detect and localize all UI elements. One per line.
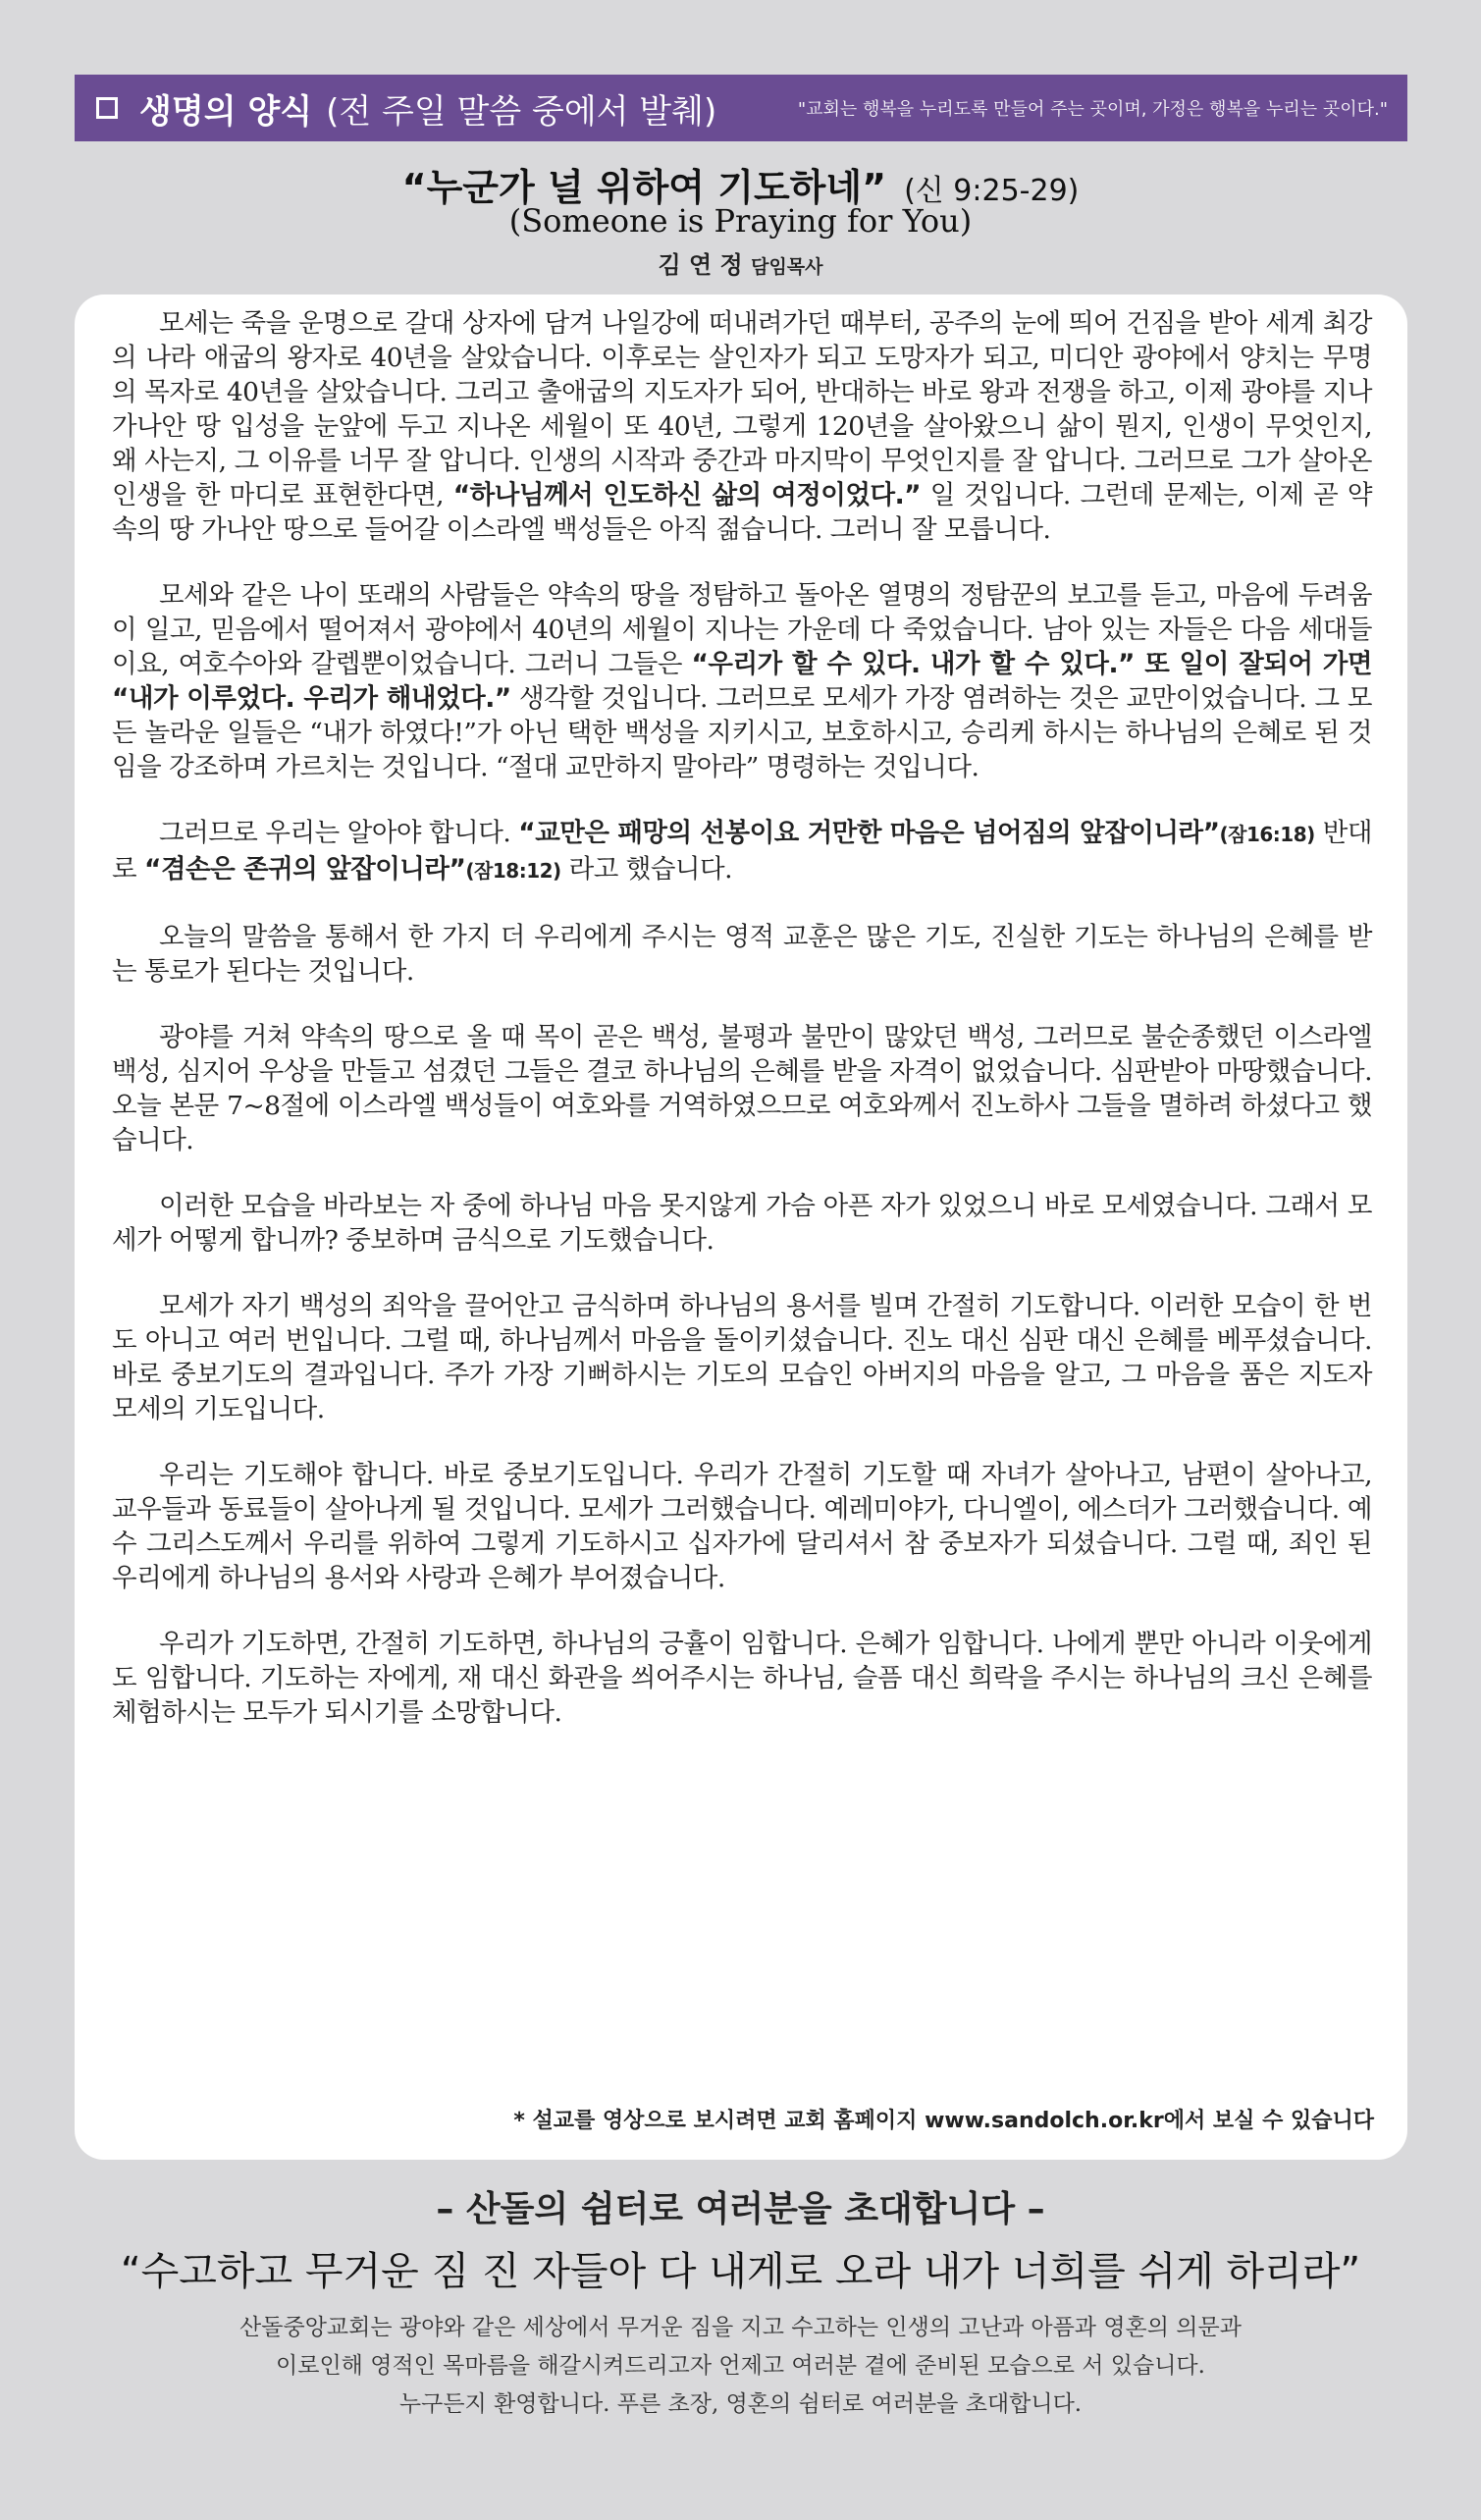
emphasis-text: “겸손은 존귀의 앞잡이니라”	[144, 854, 466, 885]
church-motto: "교회는 행복을 누리도록 만들어 주는 곳이며, 가정은 행복을 누리는 곳이다."	[797, 99, 1388, 120]
invitation-heading: – 산돌의 쉼터로 여러분을 초대합니다 –	[436, 2189, 1045, 2229]
checkbox-square-icon	[96, 97, 118, 119]
sermon-english-title: (Someone is Praying for You)	[508, 202, 973, 240]
paragraph-text: 라고 했습니다.	[560, 854, 733, 885]
section-header-bar	[75, 75, 1407, 141]
paragraph-1	[112, 306, 1372, 547]
section-title: 생명의 양식	[139, 91, 313, 132]
invitation-verse: “수고하고 무거운 짐 진 자들아 다 내게로 오라 내가 너희를 쉬게 하리라”	[120, 2249, 1361, 2294]
emphasis-text: “우리가 할 수 있다. 내가 할 수 있다.” 또 일이 잘되어 가면 “내가 이루었다. 우리가 해내었다.”	[112, 649, 1373, 714]
paragraph-9: 우리가 기도하면, 간절히 기도하면, 하나님의 긍휼이 임합니다. 은혜가 임합니다. 나에게 뿐만 아니라 이웃에게도 임합니다. 기도하는 자에게, 재 대신 화관을 씌어주시는 하나님, 슬픔 대신 희락을 주시는 하나님의 크신 은혜를 체험하시는 모두가 되시기를 소망합니다.	[112, 1629, 1372, 1728]
paragraph-text: 그러므로 우리는 알아야 합니다.	[159, 818, 519, 848]
sermon-title: “누군가 널 위하여 기도하네”	[401, 166, 887, 209]
section-subtitle: (전 주일 말씀 중에서 발췌)	[326, 91, 717, 132]
video-footnote: * 설교를 영상으로 보시려면 교회 홈페이지 www.sandolch.or.kr에서 보실 수 있습니다	[513, 2109, 1374, 2133]
paragraph-2	[112, 578, 1372, 784]
scripture-reference: (신 9:25-29)	[904, 174, 1080, 208]
paragraph-7: 모세가 자기 백성의 죄악을 끌어안고 금식하며 하나님의 용서를 빌며 간절히 기도합니다. 이러한 모습이 한 번도 아니고 여러 번입니다. 그럴 때, 하나님께서 마음을 돌이키셨습니다. 진노 대신 심판 대신 은혜를 베푸셨습니다. 바로 중보기도의 결과입니다. 주가 가장 기뻐하시는 기도의 모습인 아버지의 마음을 알고, 그 마음을 품은 지도자 모세의 기도입니다.	[112, 1291, 1372, 1424]
emphasis-text: “하나님께서 인도하신 삶의 여정이었다.”	[452, 480, 922, 510]
paragraph-5: 광야를 거쳐 약속의 땅으로 올 때 목이 곧은 백성, 불평과 불만이 많았던 백성, 그러므로 불순종했던 이스라엘 백성, 심지어 우상을 만들고 섬겼던 그들은 결코 하나님의 은혜를 받을 자격이 없었습니다. 심판받아 마땅했습니다. 오늘 본문 7~8절에 이스라엘 백성들이 여호와를 거역하였으므로 여호와께서 진노하사 그들을 멸하려 하셨다고 했습니다.	[112, 1022, 1372, 1155]
paragraph-text: 일 것입니다. 그런데 문제는, 이제 곧 약속의 땅 가나안 땅으로 들어갈 이스라엘 백성들은 아직 젊습니다. 그러니 잘 모릅니다.	[112, 480, 1372, 545]
paragraph-8: 우리는 기도해야 합니다. 바로 중보기도입니다. 우리가 간절히 기도할 때 자녀가 살아나고, 남편이 살아나고, 교우들과 동료들이 살아나게 될 것입니다. 모세가 그러했습니다. 예레미야가, 다니엘이, 에스더가 그러했습니다. 예수 그리스도께서 우리를 위하여 그렇게 기도하시고 십자가에 달리셔서 참 중보자가 되셨습니다. 그럴 때, 죄인 된 우리에게 하나님의 용서와 사랑과 은혜가 부어졌습니다.	[112, 1460, 1372, 1593]
invitation-line-1: 산돌중앙교회는 광야와 같은 세상에서 무거운 짐을 지고 수고하는 인생의 고난과 아픔과 영혼의 의문과	[239, 2315, 1242, 2340]
paragraph-text: 반대로	[112, 818, 1372, 885]
paragraph-text: 모세와 같은 나이 또래의 사람들은 약속의 땅을 정탐하고 돌아온 열명의 정탐꾼의 보고를 듣고, 마음에 두려움이 일고, 믿음에서 떨어져서 광야에서 40년의 세월이 지나는 가운데 다 죽었습니다. 남아 있는 자들은 다음 세대들이요, 여호수아와 갈렙뿐이었습니다. 그러니 그들은	[112, 580, 1372, 679]
sermon-body-card	[75, 295, 1407, 2160]
paragraph-3	[112, 816, 1372, 888]
preacher-line	[0, 245, 1481, 280]
invitation-line-3: 누구든지 환영합니다. 푸른 초장, 영혼의 쉼터로 여러분을 초대합니다.	[398, 2391, 1083, 2417]
bible-reference: (잠16:18)	[1219, 823, 1315, 846]
emphasis-text: “교만은 패망의 선봉이요 거만한 마음은 넘어짐의 앞잡이니라”	[518, 818, 1220, 848]
paragraph-text: 모세는 죽을 운명으로 갈대 상자에 담겨 나일강에 떠내려가던 때부터, 공주의 눈에 띄어 건짐을 받아 세계 최강의 나라 애굽의 왕자로 40년을 살았습니다. 이후로는 살인자가 되고 도망자가 되고, 미디안 광야에서 양치는 무명의 목자로 40년을 살았습니다. 그리고 출애굽의 지도자가 되어, 반대하는 바로 왕과 전쟁을 하고, 이제 광야를 지나 가나안 땅 입성을 눈앞에 두고 지나온 세월이 또 40년, 그렇게 120년을 살아왔으니 삶이 뭔지, 인생이 무엇인지, 왜 사는지, 그 이유를 너무 잘 압니다. 인생의 시작과 중간과 마지막이 무엇인지를 잘 압니다. 그러므로 그가 살아온 인생을 한 마디로 표현한다면,	[112, 308, 1372, 510]
paragraph-text: 생각할 것입니다. 그러므로 모세가 가장 염려하는 것은 교만이었습니다. 그 모든 놀라운 일들은 “내가 하였다!”가 아닌 택한 백성을 지키시고, 보호하시고, 승리케 하시는 하나님의 은혜로 된 것임을 강조하며 가르치는 것입니다. “절대 교만하지 말아라” 명령하는 것입니다.	[112, 683, 1372, 782]
preacher-name: 김 연 정	[658, 251, 743, 279]
paragraph-4: 오늘의 말씀을 통해서 한 가지 더 우리에게 주시는 영적 교훈은 많은 기도, 진실한 기도는 하나님의 은혜를 받는 통로가 된다는 것입니다.	[112, 922, 1372, 987]
bible-reference: (잠18:12)	[465, 859, 561, 883]
paragraph-6: 이러한 모습을 바라보는 자 중에 하나님 마음 못지않게 가슴 아픈 자가 있었으니 바로 모세였습니다. 그래서 모세가 어떻게 합니까? 중보하며 금식으로 기도했습니다.	[112, 1191, 1372, 1256]
invitation-line-2: 이로인해 영적인 목마름을 해갈시켜드리고자 언제고 여러분 곁에 준비된 모습으로 서 있습니다.	[276, 2353, 1205, 2379]
preacher-role: 담임목사	[751, 256, 823, 278]
